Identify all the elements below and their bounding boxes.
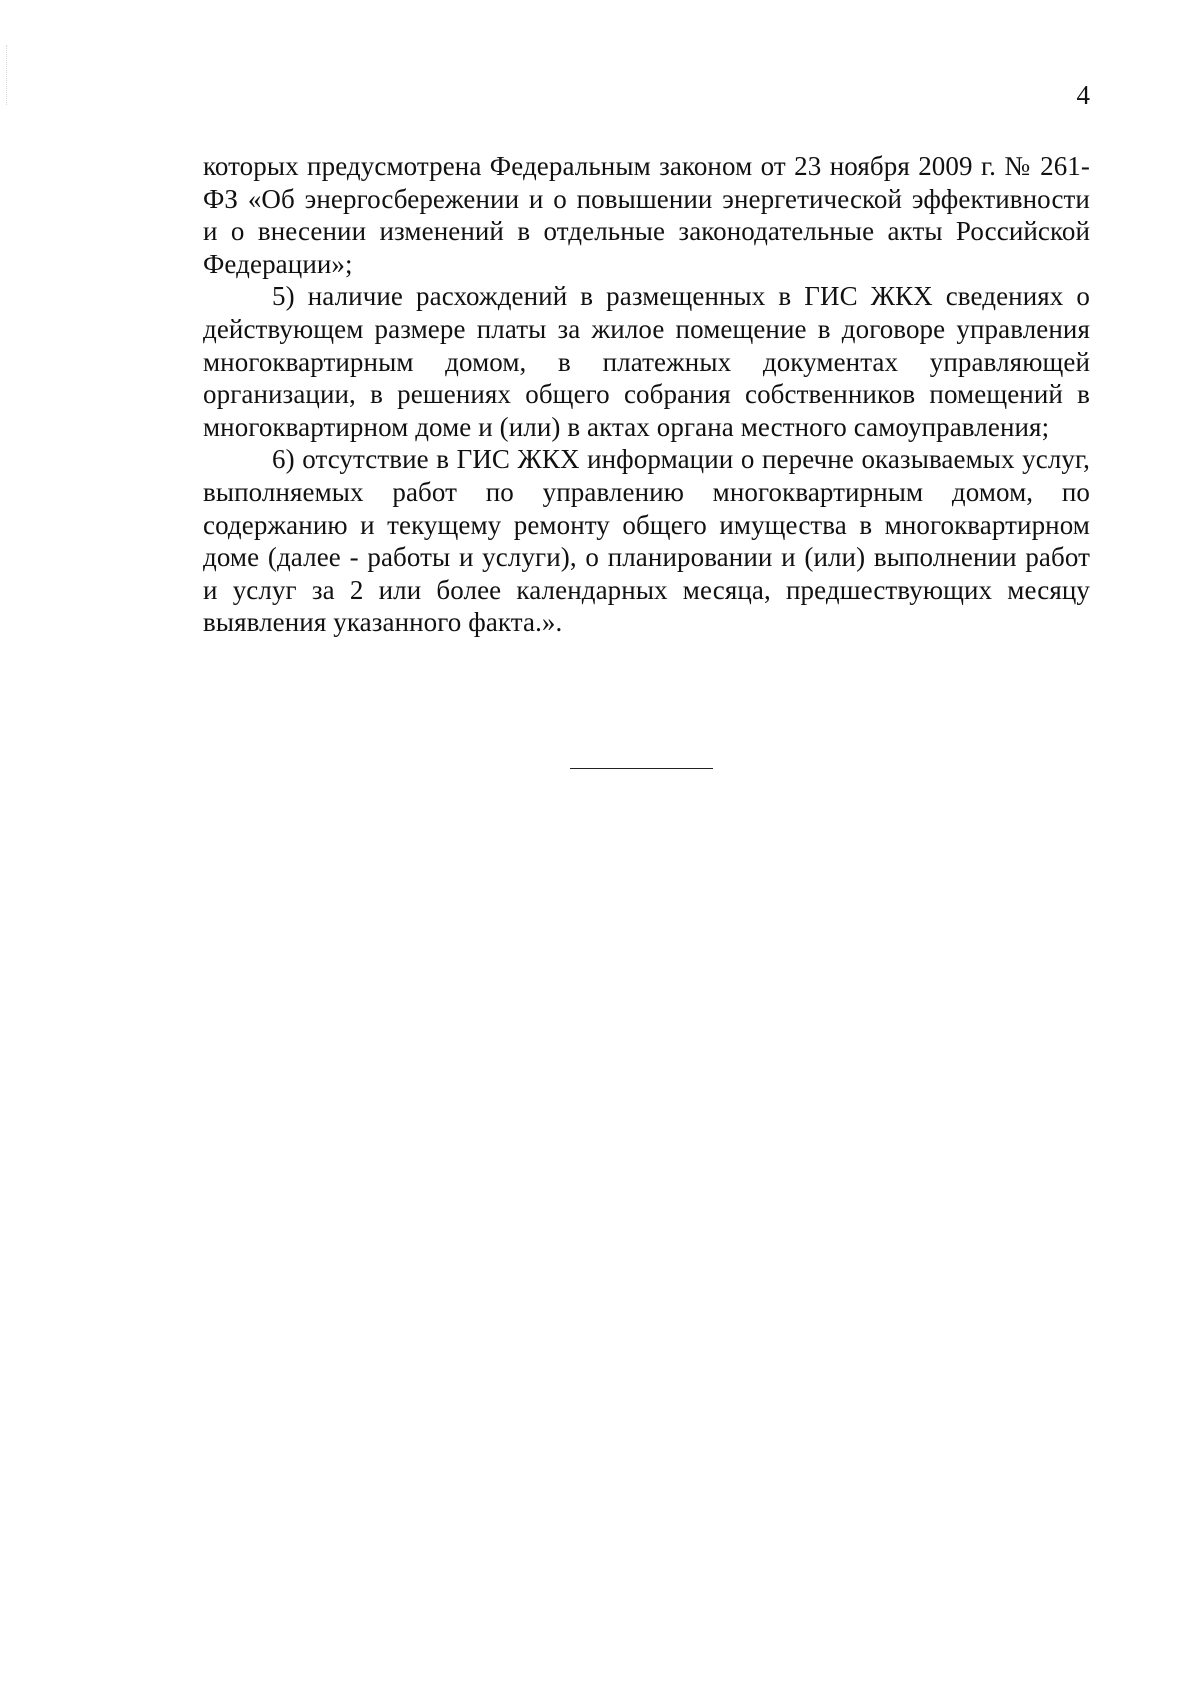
paragraph-item-6: 6) отсутствие в ГИС ЖКХ информации о перечне оказываемых услуг, выполняемых работ по управлению многоквартирным домом, по содержанию и текущему ремонту общего имущества в многоквартирном доме (далее - работы и услуги), о планировании и (или) выполнении работ и услуг за 2 или более календарных месяца, предшествующих месяцу выявления указанного факта.». — [203, 444, 1090, 638]
page-number: 4 — [1076, 80, 1090, 110]
paragraph-item-5: 5) наличие расхождений в размещенных в ГИС ЖКХ сведениях о действующем размере платы за жилое помещение в договоре управления многоквартирным домом, в платежных документах управляющей организации, в решениях общего собрания собственников помещений в многоквартирном доме и (или) в актах органа местного самоуправления; — [203, 281, 1090, 442]
paragraph-continuation: которых предусмотрена Федеральным законом от 23 ноября 2009 г. № 261-ФЗ «Об энергосбережении и о повышении энергетической эффективности и о внесении изменений в отдельные законодательные акты Российской Федерации»; — [203, 151, 1090, 279]
scan-margin-marks — [6, 45, 9, 105]
closing-divider-line — [570, 768, 713, 769]
document-text — [203, 150, 1090, 639]
